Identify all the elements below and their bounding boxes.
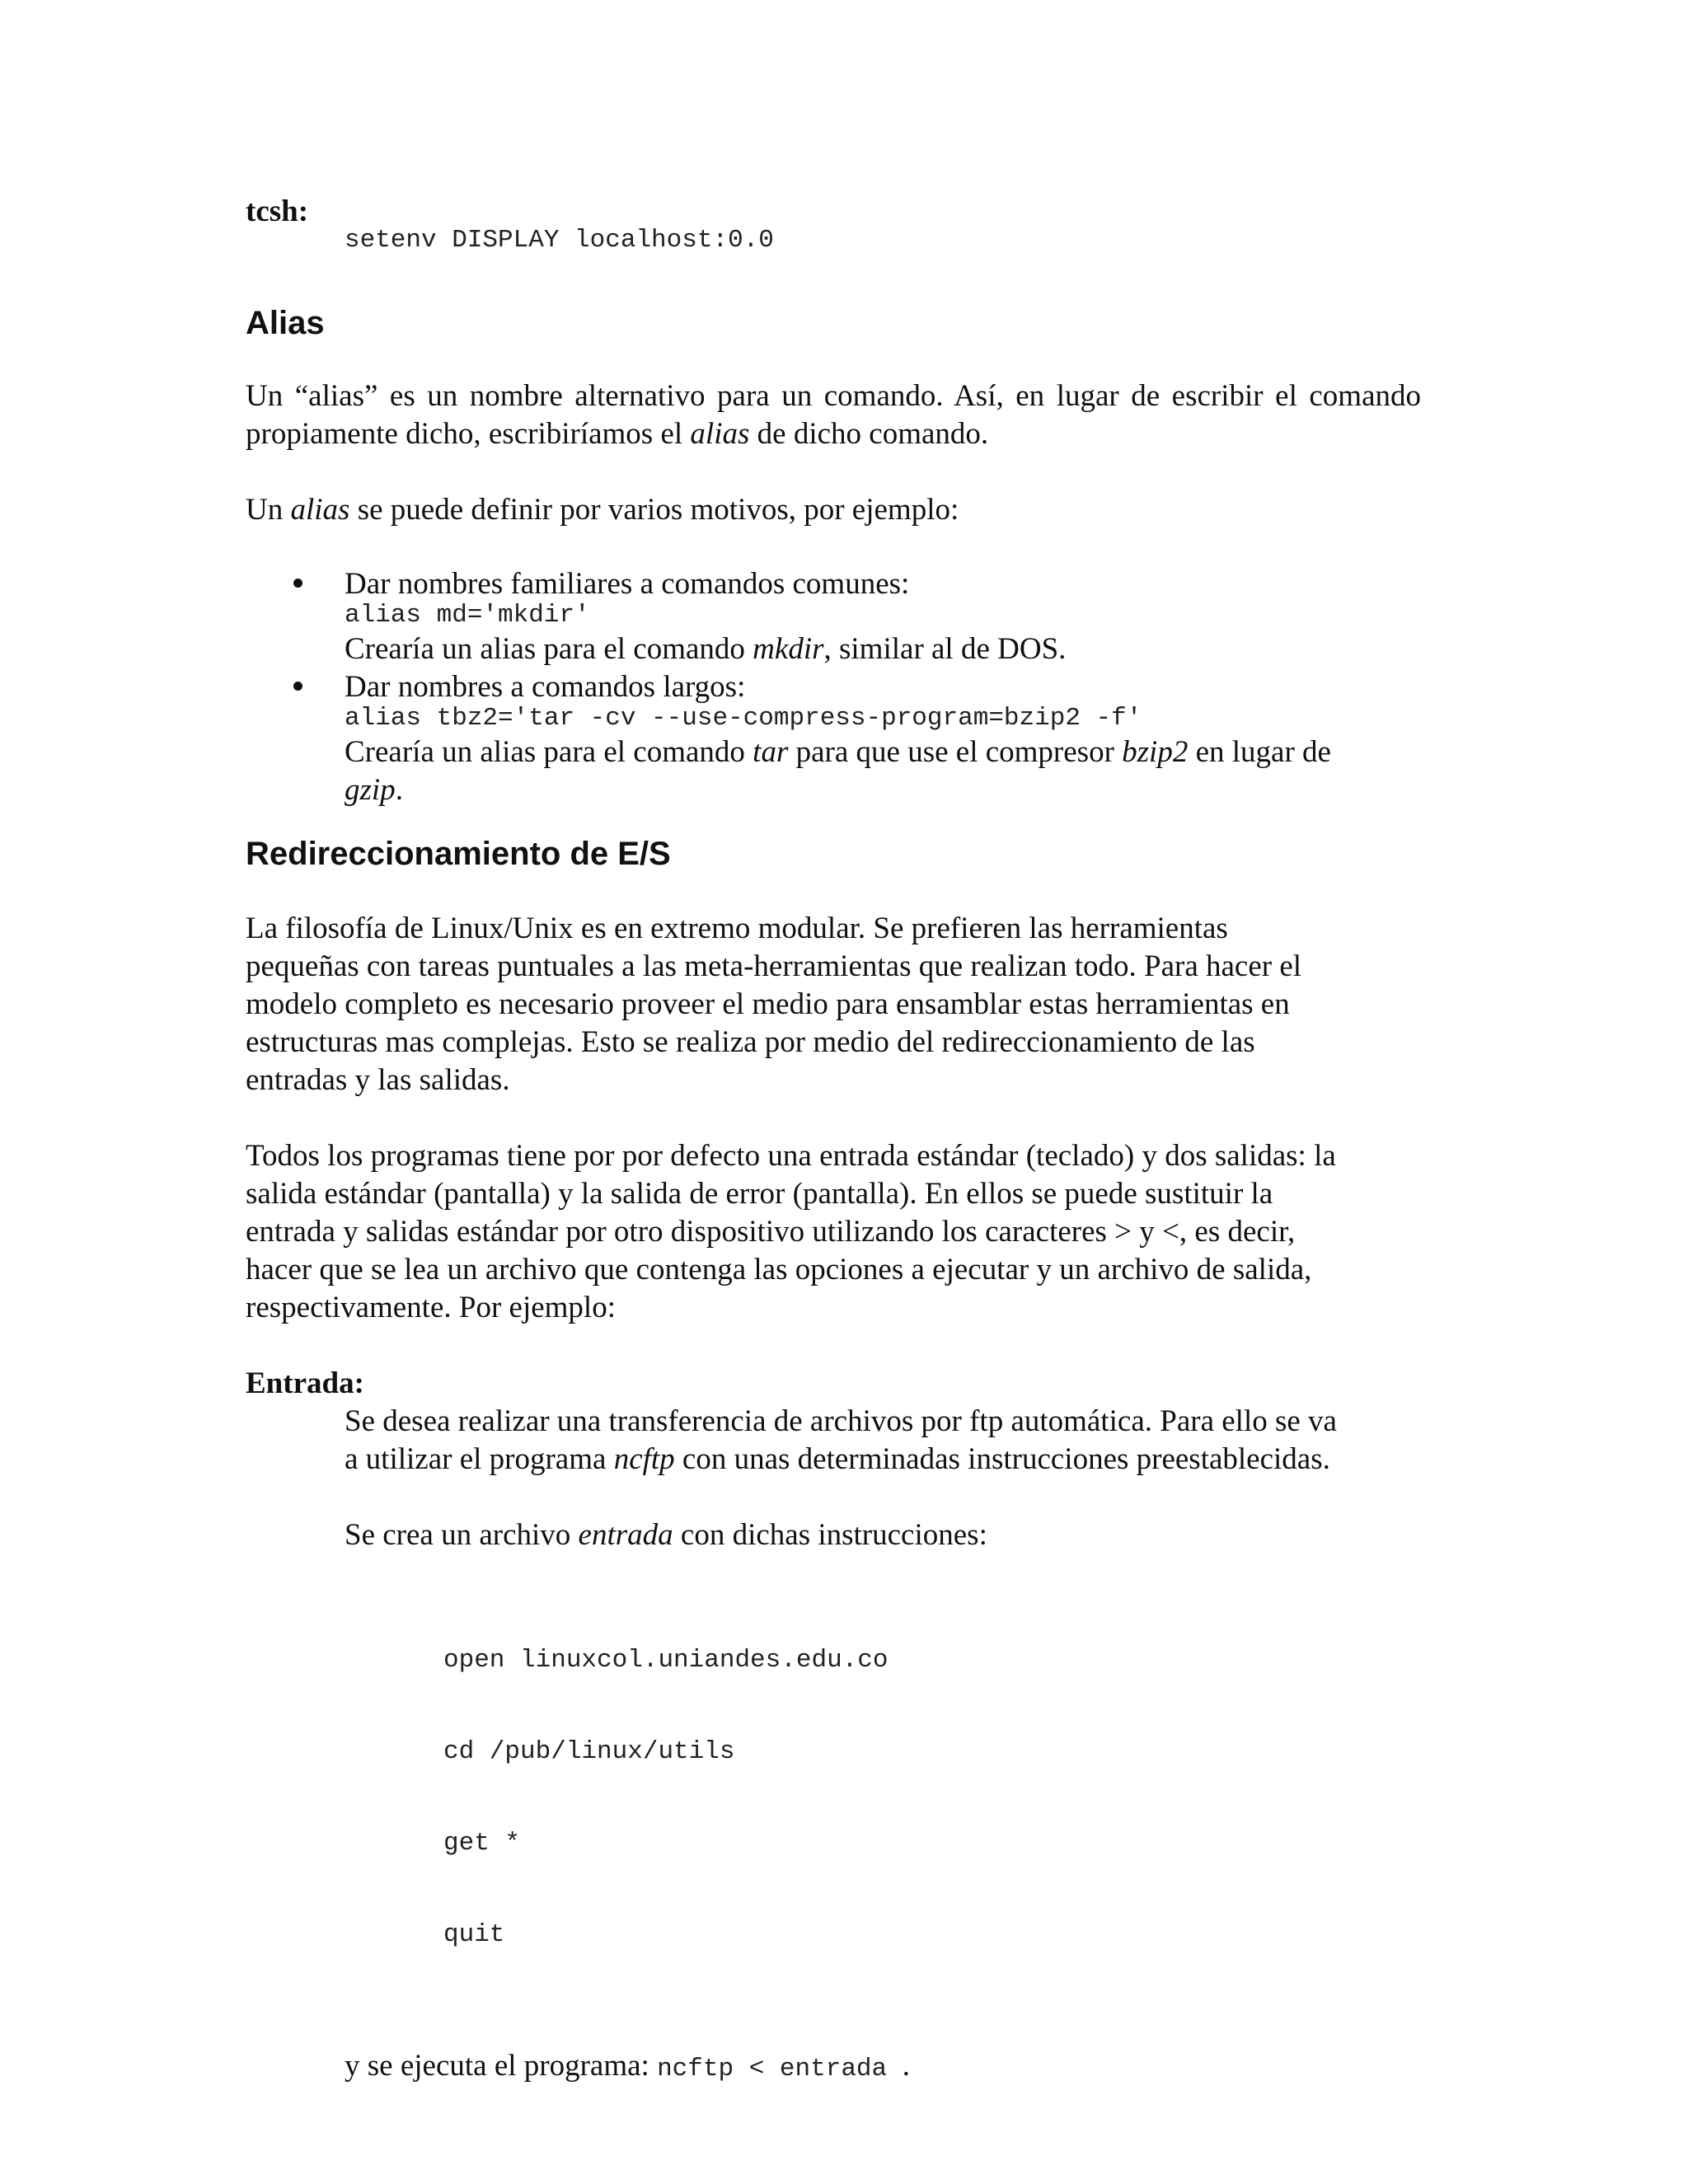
exec-end: . (902, 2049, 910, 2083)
tcsh-block (246, 194, 1421, 255)
bullet-2-title: Dar nombres a comandos largos: (345, 670, 746, 704)
document-page (246, 194, 1421, 2085)
entrada-line-2-em: ncftp (613, 1442, 675, 1476)
exec-code: ncftp < entrada (657, 2055, 888, 2083)
tcsh-command: setenv DISPLAY localhost:0.0 (345, 226, 774, 255)
paragraph-line: hacer que se lea un archivo que contenga las opciones a ejecutar y un archivo de salida, (246, 1253, 1312, 1286)
bullet-2-desc-text-4: . (395, 773, 403, 807)
alias-paragraph-2 (246, 491, 1421, 529)
alias-p1-text-2: de dicho comando. (749, 417, 989, 451)
paragraph-line: Todos los programas tiene por por defecto una entrada estándar (teclado) y dos salidas: la (246, 1139, 1336, 1173)
alias-bullet-list (246, 565, 1421, 809)
create-text-1: Se crea un archivo (345, 1518, 579, 1552)
bullet-2-desc-em-1: tar (753, 735, 789, 769)
bullet-2-code: alias tbz2='tar -cv --use-compress-program=bzip2 -f' (345, 704, 1142, 733)
bullet-1-desc-em: mkdir (753, 632, 824, 666)
create-em: entrada (578, 1518, 673, 1552)
entrada-description (345, 1403, 1421, 1479)
paragraph-line: pequeñas con tareas puntuales a las meta-herramientas que realizan todo. Para hacer el (246, 949, 1302, 983)
alias-paragraph-1 (246, 377, 1421, 453)
alias-p2-text-1: Un (246, 493, 291, 527)
entrada-block (246, 1365, 1421, 2085)
entrada-line-2-text-1: a utilizar el programa (345, 1442, 614, 1476)
entrada-line-2 (345, 1441, 1421, 1479)
entrada-create-line (345, 1516, 1421, 1554)
list-item (246, 565, 1421, 668)
bullet-icon (293, 579, 302, 588)
paragraph-line: entrada y salidas estándar por otro dispositivo utilizando los caracteres > y <, es decir, (246, 1215, 1296, 1249)
bullet-1-desc-text-2: , similar al de DOS. (823, 632, 1067, 666)
redirection-paragraph-2 (246, 1137, 1421, 1327)
redirection-heading: Redireccionamiento de E/S (246, 836, 671, 872)
entrada-label: Entrada: (246, 1366, 364, 1400)
bullet-2-desc (345, 733, 1334, 809)
bullet-2-desc-em-2: bzip2 (1122, 735, 1189, 769)
bullet-1-title: Dar nombres familiares a comandos comunes: (345, 567, 910, 601)
paragraph-line: estructuras mas complejas. Esto se realiza por medio del redireccionamiento de las (246, 1025, 1255, 1059)
bullet-1-desc-text-1: Crearía un alias para el comando (345, 632, 753, 666)
entrada-code-block (443, 1584, 1421, 2011)
code-line: cd /pub/linux/utils (443, 1737, 735, 1766)
alias-p2-em: alias (290, 493, 350, 527)
create-text-2: con dichas instrucciones: (673, 1518, 987, 1552)
bullet-2-desc-text-1: Crearía un alias para el comando (345, 735, 753, 769)
entrada-line-2-text-2: con unas determinadas instrucciones preestablecidas. (674, 1442, 1330, 1476)
bullet-1-code: alias md='mkdir' (345, 601, 590, 630)
tcsh-label: tcsh: (246, 194, 309, 228)
paragraph-line: entradas y las salidas. (246, 1063, 510, 1097)
code-line: get * (443, 1829, 521, 1858)
entrada-exec-line (345, 2047, 1421, 2085)
alias-p1-em: alias (690, 417, 750, 451)
bullet-2-desc-em-3: gzip (345, 773, 396, 807)
entrada-line-1: Se desea realizar una transferencia de archivos por ftp automática. Para ello se va (345, 1404, 1337, 1438)
list-item (246, 668, 1421, 809)
alias-p1-text-1: Un “alias” es un nombre alternativo para un comando. Así, en lugar de escribir el comando propiamente dicho, escribiríamos el (246, 379, 1421, 451)
code-line: quit (443, 1920, 505, 1949)
alias-heading: Alias (246, 305, 325, 341)
paragraph-line: modelo completo es necesario proveer el medio para ensamblar estas herramientas en (246, 987, 1290, 1021)
paragraph-line: salida estándar (pantalla) y la salida de error (pantalla). En ellos se puede sustituir la (246, 1177, 1273, 1211)
bullet-2-desc-text-2: para que use el compresor (788, 735, 1123, 769)
bullet-2-desc-text-3: en lugar de (1188, 735, 1331, 769)
paragraph-line: La filosofía de Linux/Unix es en extremo modular. Se prefieren las herramientas (246, 912, 1228, 945)
redirection-paragraph-1 (246, 910, 1421, 1099)
alias-p2-text-2: se puede definir por varios motivos, por ejemplo: (349, 493, 959, 527)
bullet-1-desc (345, 630, 1421, 668)
exec-text: y se ejecuta el programa: (345, 2049, 658, 2083)
code-line: open linuxcol.uniandes.edu.co (443, 1646, 889, 1675)
bullet-icon (293, 682, 302, 691)
paragraph-line: respectivamente. Por ejemplo: (246, 1291, 616, 1324)
